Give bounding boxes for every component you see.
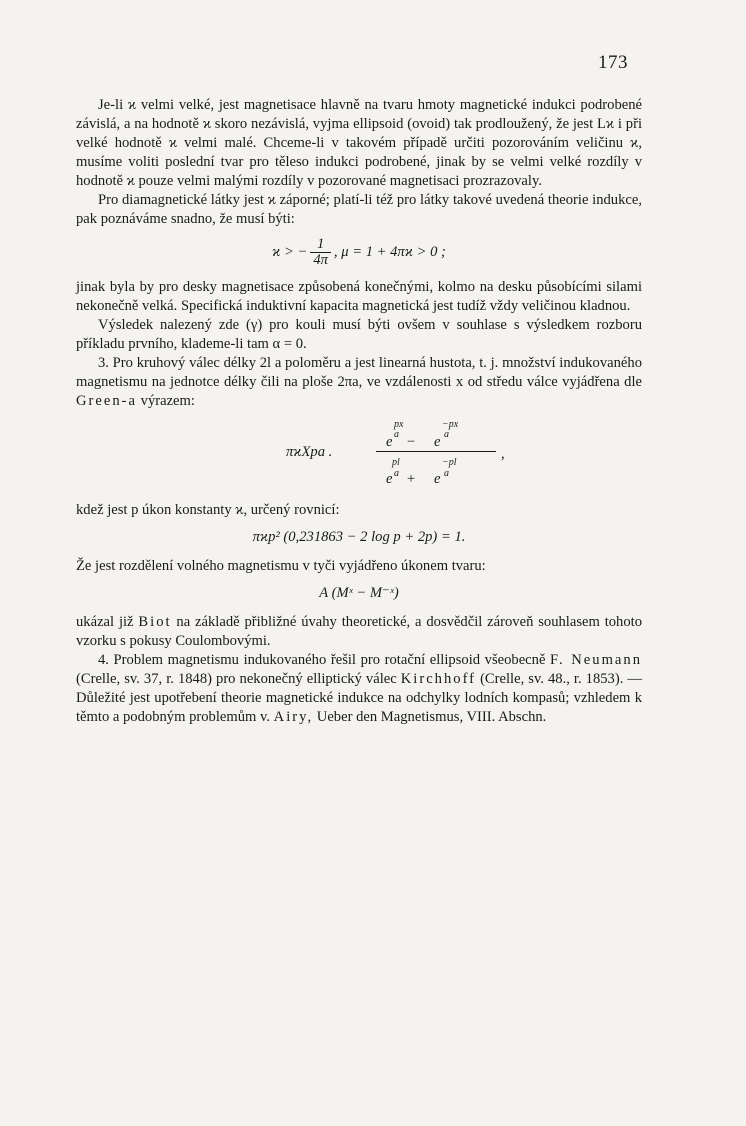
paragraph-7: Že jest rozdělení volného magnetismu v tyči vyjádřeno úkonem tvaru: bbox=[76, 558, 486, 574]
equation-density bbox=[76, 415, 642, 493]
eq3-comma: , bbox=[501, 446, 505, 462]
eq1-right: , μ = 1 + 4πϰ > 0 ; bbox=[333, 243, 446, 260]
eq1-left: ϰ > − bbox=[272, 243, 308, 260]
eq3-numerator bbox=[376, 415, 496, 452]
paragraph-2: Pro diamagnetické látky jest ϰ záporné; platí-li též pro látky takové uvedená theorie indukce, pak poznáváme snadno, že musí býti: bbox=[76, 192, 642, 227]
eq3-exp-a2: a bbox=[444, 429, 449, 440]
paragraph-1: Je-li ϰ velmi velké, jest magnetisace hlavně na tvaru hmoty magnetické indukci podrobené závislá, a na hodnotě ϰ skoro nezávislá, vyjma ellipsoid (ovoid) tak prodloužený, že jest Lϰ i při velké hodnotě ϰ velmi malé. Chceme-li v takovém případě určiti pozorováním veličinu ϰ, musíme voliti poslední tvar pro těleso indukci podrobené, jinak by se velmi velké rozdíly v hodnotě ϰ pouze velmi malými rozdíly v pozorované magnetisaci prozrazovaly. bbox=[76, 97, 642, 189]
paragraph-8-rest: na základě přibližné úvahy theoretické, a dosvědčil zároveň souhlasem tohoto vzorku s pokusy Coulombovými. bbox=[76, 614, 642, 649]
paragraph-9-rest: Důležité jest upotřebení theorie magnetické indukce na odchylky lodních kompasů; vzhledem k těmto a podobným problemům v. bbox=[76, 690, 642, 725]
eq3-exp-a1: a bbox=[394, 429, 399, 440]
eq3-denominator bbox=[376, 452, 496, 488]
paragraph-9 bbox=[76, 651, 642, 727]
eq3-fraction bbox=[376, 415, 496, 488]
paragraph-5-end: výrazem: bbox=[137, 393, 195, 409]
paragraph-8 bbox=[76, 613, 642, 651]
eq1-denominator: 4π bbox=[313, 252, 328, 268]
equation-distribution: A (Mˣ − M⁻ˣ) bbox=[319, 585, 399, 601]
paragraph-8-start: ukázal již bbox=[76, 614, 134, 630]
eq1-fraction bbox=[310, 237, 331, 268]
paragraph-9-end: Ueber den Magnetismus, VIII. Abschn. bbox=[316, 709, 547, 725]
eq3-exp-px: px bbox=[394, 419, 404, 430]
paragraph-9-mid: (Crelle, sv. 37, r. 1848) pro nekonečný elliptický válec bbox=[76, 671, 401, 687]
name-green: Green-a bbox=[76, 393, 137, 409]
eq3-minus: − bbox=[406, 434, 416, 450]
eq1-numerator: 1 bbox=[310, 237, 331, 253]
eq3-exp-neg-px: −px bbox=[442, 419, 459, 430]
paragraph-9-mid2: (Crelle, sv. 48., r. 1853). — bbox=[476, 671, 642, 687]
name-neumann: F. Neumann bbox=[550, 652, 642, 668]
name-kirchhoff: Kirchhoff bbox=[400, 671, 477, 687]
eq3-plus: + bbox=[406, 471, 416, 487]
eq3-exp-a3: a bbox=[394, 468, 399, 479]
page-number: 173 bbox=[598, 52, 628, 73]
eq3-lhs: πϰXpa . bbox=[286, 444, 333, 460]
paragraph-5 bbox=[76, 354, 642, 411]
body-text bbox=[76, 96, 642, 727]
paragraph-4: Výsledek nalezený zde (γ) pro kouli musí býti ovšem v souhlase s výsledkem rozboru příkladu prvního, klademe-li tam α = 0. bbox=[76, 317, 642, 352]
paragraph-9-start: 4. Problem magnetismu indukovaného řešil pro rotační ellipsoid všeobecně bbox=[98, 652, 546, 668]
eq3-exp-a4: a bbox=[444, 468, 449, 479]
paragraph-6: kdež jest p úkon konstanty ϰ, určený rovnicí: bbox=[76, 502, 340, 518]
eq3-e1: e bbox=[386, 434, 393, 450]
eq3-e3: e bbox=[386, 471, 393, 487]
eq3-exp-pl1: pl bbox=[392, 457, 400, 468]
eq3-e4: e bbox=[434, 471, 441, 487]
eq3-exp-pl2: −pl bbox=[442, 457, 457, 468]
paragraph-5-text: 3. Pro kruhový válec délky 2l a poloměru a jest linearná hustota, t. j. množství indukovaného magnetismu na jednotce délky čili na ploše 2πa, ve vzdálenosti x od středu válce vyjádřena dle bbox=[76, 355, 642, 390]
equation-constant: πϰp² (0,231863 − 2 log p + 2p) = 1. bbox=[252, 529, 466, 545]
eq3-e2: e bbox=[434, 434, 441, 450]
name-airy: Airy, bbox=[273, 709, 314, 725]
paragraph-3: jinak byla by pro desky magnetisace způsobená konečnými, kolmo na desku působícími silami nekonečně velká. Specifická induktivní kapacita magnetická jest tudíž vždy veličinou kladnou. bbox=[76, 279, 642, 314]
name-biot: Biot bbox=[138, 614, 172, 630]
equation-inequality bbox=[76, 237, 642, 268]
